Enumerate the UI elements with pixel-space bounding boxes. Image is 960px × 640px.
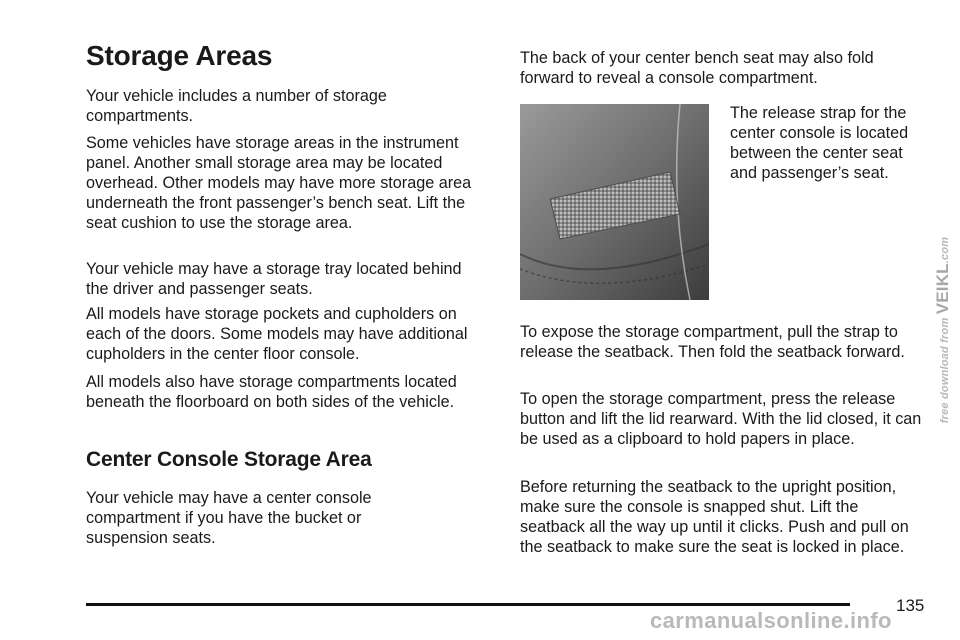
intro-paragraph-5: All models also have storage compartments located beneath the floorboard on both sides of the vehicle. (86, 373, 457, 411)
intro-paragraph-4: All models have storage pockets and cupholders on each of the doors. Some models may have additional cupholders in the center floor console. (86, 305, 468, 363)
console-strap-photo (520, 104, 709, 300)
watermark-prefix: free download from (939, 317, 951, 424)
section-paragraph-1: Your vehicle may have a center console compartment if you have the bucket or suspension seats. (86, 489, 372, 547)
footer-rule (86, 603, 850, 606)
photo-caption: The release strap for the center console is located between the center seat and passenger’s seat. (730, 104, 909, 182)
watermark-brand: VEIKL (933, 263, 952, 315)
watermark-suffix: .com (939, 236, 951, 264)
right-paragraph-3: To open the storage compartment, press the release button and lift the lid rearward. With the lid closed, it can be used as a clipboard to hold papers in place. (520, 390, 922, 448)
section-title: Center Console Storage Area (86, 448, 372, 471)
side-watermark (933, 237, 953, 423)
right-paragraph-4: Before returning the seatback to the upright position, make sure the console is snapped shut. Lift the seatback all the way up until it clicks. Push and pull on the seatback to make sure the seat is locked in place. (520, 478, 909, 556)
page-title: Storage Areas (86, 40, 273, 71)
intro-paragraph-3: Your vehicle may have a storage tray located behind the driver and passenger seats. (86, 260, 462, 298)
intro-paragraph-2: Some vehicles have storage areas in the instrument panel. Another small storage area may be located overhead. Other models may have more storage area underneath the front passenger’s bench seat. Lift the seat cushion to use the storage area. (86, 134, 472, 232)
page-number: 135 (896, 596, 925, 615)
footer-watermark: carmanualsonline.info (650, 608, 892, 633)
right-paragraph-2: To expose the storage compartment, pull the strap to release the seatback. Then fold the seatback forward. (520, 323, 905, 361)
right-paragraph-1: The back of your center bench seat may also fold forward to reveal a console compartment. (520, 49, 874, 87)
intro-paragraph-1: Your vehicle includes a number of storage compartments. (86, 87, 387, 125)
strap-image (520, 104, 709, 300)
